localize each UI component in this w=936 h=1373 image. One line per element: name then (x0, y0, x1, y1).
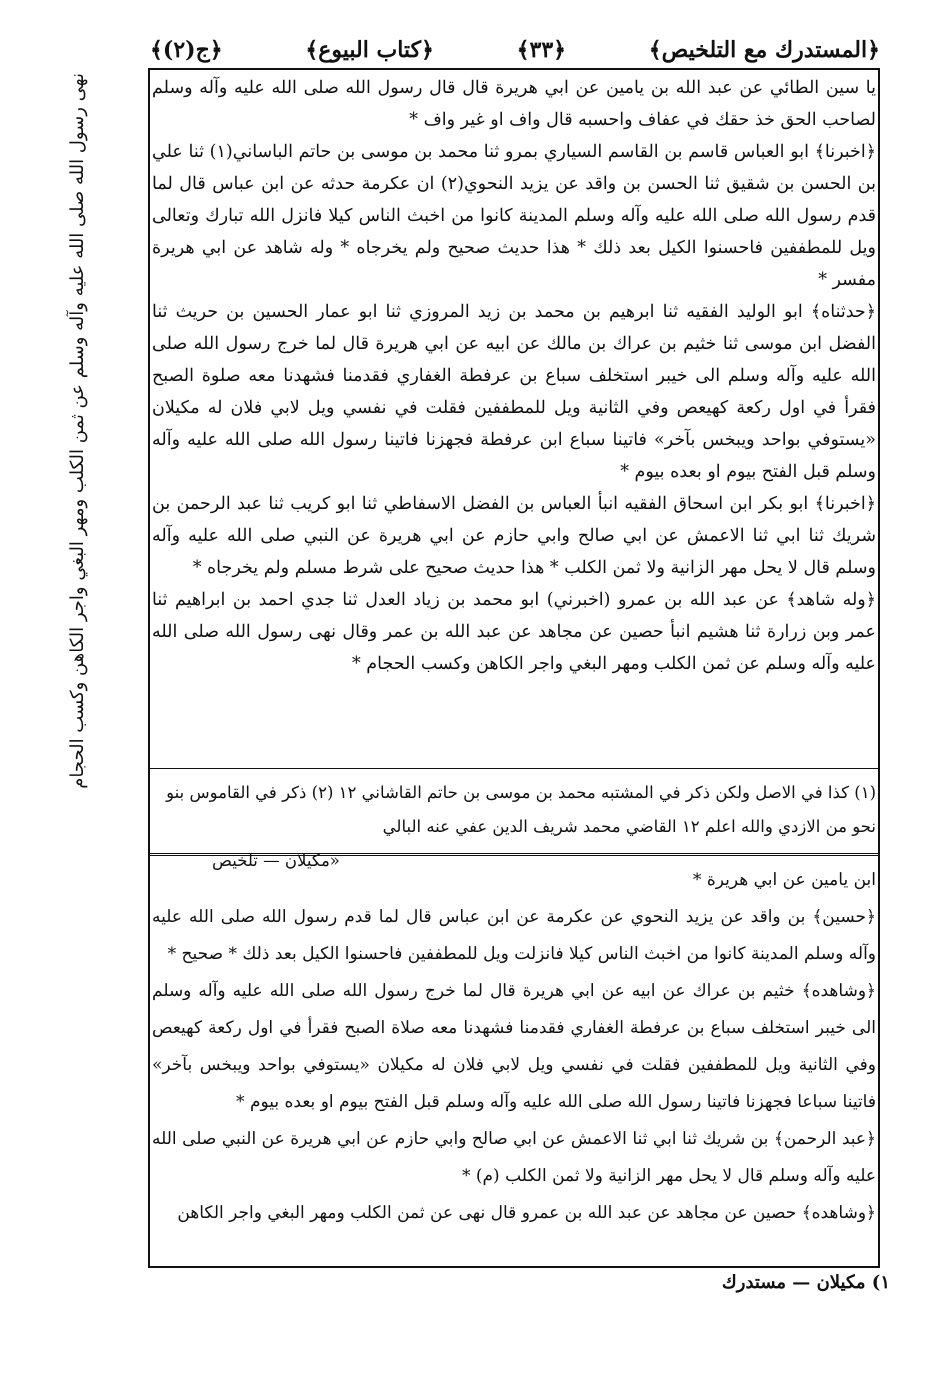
margin-note (8, 70, 138, 789)
talkhis-paragraph: ﴿حسين﴾ بن واقد عن يزيد النحوي عن عكرمة عن ابن عباس قال لما قدم رسول الله صلى الله عليه وآله وسلم المدينة كانوا من اخبث الناس كيلا فانزلت ويل للمطففين فاحسنوا الكيل بعد ذلك * صحيح * (152, 907, 876, 964)
page-header (150, 30, 880, 70)
header-chapter: ﴿كتاب البيوع﴾ (305, 37, 434, 63)
hadith-paragraph: ﴿حدثناه﴾ ابو الوليد الفقيه ثنا ابرهيم بن محمد بن زيد المروزي ثنا ابو عمار الحسين بن حريث ثنا الفضل ابن موسى ثنا خثيم بن عراك بن مالك عن ابيه عن ابي هريرة قال لما خرج رسول الله صلى الله عليه وآله وسلم الى خيبر استخلف سباع بن عرفطة الغفاري فقدمنا فشهدنا معه صلوة الصبح فقرأ في اول ركعة كهيعص وفي الثانية ويل للمطففين فقلت في نفسي ويل لابي فلان له مكيلان «يستوفي بواحد ويبخس بآخر» فاتينا سباع ابن عرفطة فجهزنا فاتينا رسول الله صلى الله عليه وآله وسلم قبل الفتح بيوم او بعده بيوم * (152, 302, 876, 482)
footnote-signature: «مكيلان — تلخيص (212, 851, 340, 870)
bottom-note: ١) مكيلان — مستدرك (721, 1272, 890, 1293)
talkhis-section (152, 862, 876, 1232)
header-page-number: ﴿٣٣﴾ (516, 37, 567, 63)
hadith-paragraph: ﴿اخبرنا﴾ ابو بكر ابن اسحاق الفقيه انبأ العباس بن الفضل الاسفاطي ثنا ابو كريب ثنا عبد الرحمن بن شريك ثنا ابي ثنا الاعمش عن ابي صالح وابي حازم عن ابي هريرة عن النبي صلى الله عليه وآله وسلم قال لا يحل مهر الزانية ولا ثمن الكلب * هذا حديث صحيح على شرط مسلم ولم يخرجاه * (152, 494, 876, 578)
header-book-title: ﴿المستدرك مع التلخيص﴾ (648, 37, 880, 63)
talkhis-paragraph: ﴿وشاهده﴾ خثيم بن عراك عن ابيه عن ابي هريرة قال لما خرج رسول الله صلى الله عليه وآله وسلم الى خيبر استخلف سباع بن عرفطة الغفاري فقدمنا فشهدنا معه صلاة الصبح فقرأ في اول ركعة كهيعص وفي الثانية ويل للمطففين فقلت في نفسي ويل لابي فلان له مكيلان «يستوفي بواحد ويبخس بآخر» فاتينا سباعا فجهزنا فاتينا رسول الله صلى الله عليه وآله وسلم قبل الفتح بيوم او بعده بيوم * (152, 981, 876, 1112)
header-volume: ﴿ج(٢)﴾ (150, 37, 223, 63)
talkhis-paragraph: ﴿عبد الرحمن﴾ بن شريك ثنا ابي ثنا الاعمش عن ابي صالح وابي حازم عن ابي هريرة عن النبي صلى الله عليه وآله وسلم قال لا يحل مهر الزانية ولا ثمن الكلب (م) * (152, 1129, 876, 1186)
hadith-paragraph: ﴿اخبرنا﴾ ابو العباس قاسم بن القاسم السياري بمرو ثنا محمد بن موسى بن حاتم الباساني(١) ثنا علي بن الحسن بن شقيق ثنا الحسن بن واقد عن يزيد النحوي(٢) ان عكرمة حدثه عن ابن عباس قال لما قدم رسول الله صلى الله عليه وآله وسلم المدينة كانوا من اخبث الناس كيلا فانزل الله تبارك وتعالى ويل للمطففين فاحسنوا الكيل بعد ذلك * هذا حديث صحيح ولم يخرجاه * وله شاهد عن ابي هريرة مفسر * (152, 142, 876, 290)
hadith-paragraph: ﴿وله شاهد﴾ عن عبد الله بن عمرو (اخبرني) ابو محمد بن زياد العدل ثنا جدي احمد بن ابراهيم ثنا عمر وبن زرارة ثنا هشيم انبأ حصين عن مجاهد عن عبد الله بن عمر وقال نهى رسول الله صلى الله عليه وآله وسلم عن ثمن الكلب ومهر البغي واجر الكاهن وكسب الحجام * (152, 590, 876, 674)
hadith-paragraph: يا سين الطائي عن عبد الله بن يامين عن ابي هريرة قال قال رسول الله صلى الله عليه وآله وسلم لصاحب الحق خذ حقك في عفاف واحسبه قال واف او غير واف * (152, 78, 876, 130)
talkhis-paragraph: ﴿وشاهده﴾ حصين عن مجاهد عن عبد الله بن عمرو قال نهى عن ثمن الكلب ومهر البغي واجر الكاهن (177, 1203, 876, 1223)
section-divider (150, 853, 878, 856)
talkhis-paragraph: ابن يامين عن ابي هريرة * (692, 870, 876, 890)
margin-note-text: نهى رسول الله صلى الله عليه وآله وسلم عن ثمن الكلب ومهر البغي واجر الكاهن وكسب الحجام (67, 73, 88, 789)
footnote-rule (150, 768, 878, 769)
main-text (152, 72, 876, 680)
footnote-text: (١) كذا في الاصل ولكن ذكر في المشتبه محمد بن موسى بن حاتم القاشاني ١٢ (٢) ذكر في القاموس بنو نحو من الازدي والله اعلم ١٢ القاضي محمد شريف الدين عفي عنه البالي (166, 783, 876, 836)
